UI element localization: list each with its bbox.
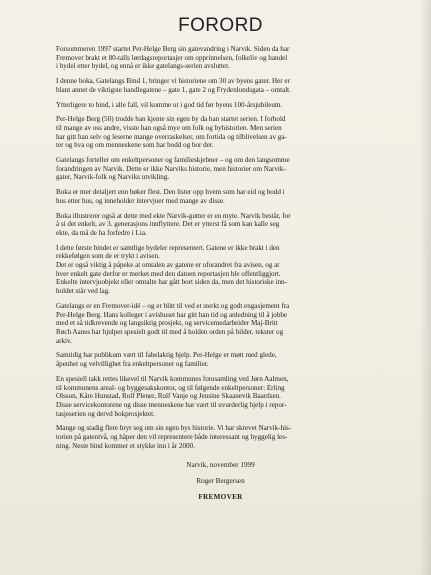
paragraph-8: I dette første bindet er samtlige bydeler representert. Gatene er ikke brakt i den rekkefølgen som de er trykt i avisen. Det er også viktig å påpeke at omtalen av gatene er uforandret fra avisen, og at hver enkelt gate derfor er merket med den datoen reportasjen ble offentliggjort. Enkelte intervjuobjekt eller omtalte har gått bort siden da, men det historiske inn- holdet står ved lag. <box>56 243 287 296</box>
paragraph-12: Mange og stadig flere bryr seg om sin egen bys historie. Vi har skrevet Narvik-his- torien på gatenivå, og håper den vil representere både interessant og hyggelig les- ning. Neste bind kommer et stykke inn i år 2000. <box>56 424 292 450</box>
paragraph-2: I denne boka, Gatelangs Bind 1, bringer vi historiene om 30 av byens gater. Her er blant annet de viktigste handlegatene – gate 1, gate 2 og Frydenlundsgata – omtalt. <box>56 77 291 94</box>
closing-block <box>56 461 385 502</box>
paragraph-9: Gatelangs er en Fremover-idé – og er blitt til ved et sterkt og godt engasjement fra Per-Helge Berg. Hans kolleger i avishuset har gitt han tid og anledning til å jobbe med et så tidkrevende og langsiktig prosjekt, og servicemedarbeider Maj-Britt Røch Aanes har hjulpet spesielt godt til med å holden orden på bilder, tekster og arkiv. <box>56 301 290 345</box>
signature-name: Roger Bergersen <box>196 477 245 486</box>
organization-name: FREMOVER <box>198 493 243 502</box>
page-title: FORORD <box>178 15 263 36</box>
paragraph-5: Gatelangs forteller om enkeltpersoner og familieskjebner – og om den langsomme forandringen av Narvik. Dette er ikke Narviks historie, men historier om Narvik- gater, Narvik-folk og Narviks utvikling. <box>56 156 290 182</box>
paragraph-1: Forsommeren 1997 startet Per-Helge Berg sin gatevandring i Narvik. Siden da har Fremover brakt et 80-talls lørdagsreportasjer om opprinnelsen, folkeliv og handel i bydel etter bydel, og ennå er ikke gatelangs-serien avsluttet. <box>56 45 290 71</box>
place-date: Narvik, november 1999 <box>186 461 255 470</box>
paragraph-7: Boka illustrerer også at dette med ekte Narvik-gutter er en myte. Narvik består, for å si det enkelt, av 3. generasjons innflyttere. Det er ytterst få som kan kalle seg ekte, da må de ha forfedre i Lia. <box>56 211 291 237</box>
paragraph-3: Ytterligere to bind, i alle fall, vil komme ut i god tid før byens 100-årsjubileum. <box>56 100 283 109</box>
paragraph-11: En spesiell takk rettes likevel til Narvik kommunes fotosamling ved Jørn Aalmen, til kommunens areal- og byggesakskontor, og til følgende enkeltpersoner: Erling Olsson, Kåre Hunstad, Rolf Plener, Rolf Vanje og Jensine Skaanevik Baardsen. Disse servicekontorene og disse menneskene har vært til uvurderlig hjelp i repor- tasjeserien og dervd bokprosjektet. <box>56 374 289 418</box>
paragraph-4: Per-Helge Berg (50) trodde han kjente sin egen by da han startet serien. I forhold til mange av oss andre, visste han også mye om folk og byhistorien. Men serien har gitt han selv og leserne mange overraskelser, om fortida og tilblivelsen av ga- ter og hva og om menneskene som har bodd og bor der. <box>56 115 287 150</box>
paragraph-10: Samtidig har publikum vært til fabelaktig hjelp. Per-Helge er møtt med glede, åpenhet og velvillighet fra enkeltpersoner og familier. <box>56 351 277 369</box>
paragraph-6: Boka er mer detaljert enn bøker flest. Den lister opp hvem som har eid og bodd i hus etter hus, og inneholder intervjuer med mange av disse. <box>56 188 285 205</box>
